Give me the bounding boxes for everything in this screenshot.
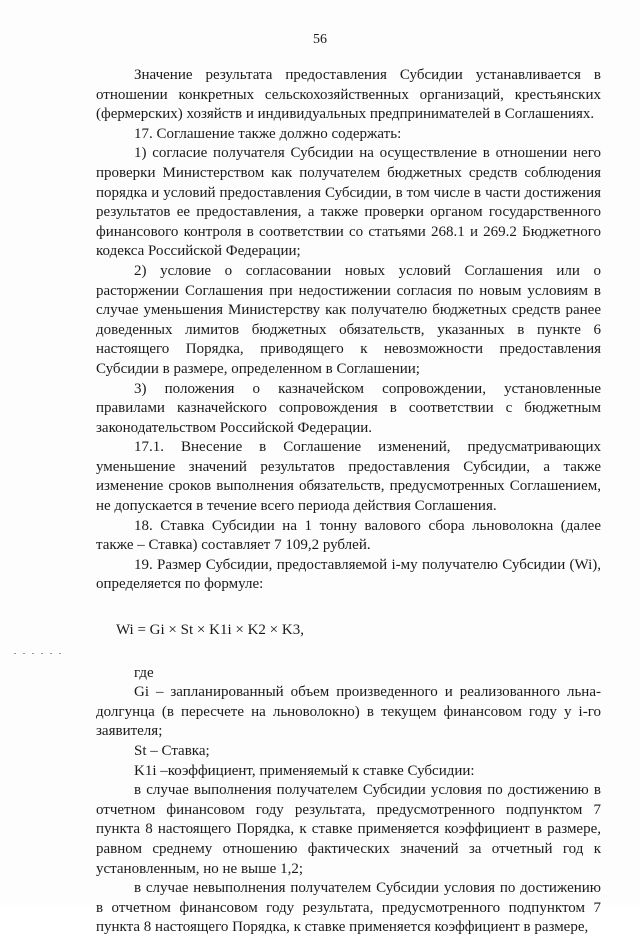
page-number: 56	[313, 32, 327, 47]
definition-k1i: K1i –коэффициент, применяемый к ставке Субсидии:	[134, 762, 475, 779]
definition-st: St – Ставка;	[134, 743, 210, 759]
definition-gi: Gi – запланированный объем произведенного и реализованного льна-долгунца (в пересчете на льноволокно) в текущем финансовом году у i-го заявителя;	[96, 684, 601, 740]
paragraph-17-item-1: 1) согласие получателя Субсидии на осуществление в отношении него проверки Министерством как получателем бюджетных средств соблюдения порядка и условий предоставления Субсидии, в том числе в части достижения результатов ее предоставления, а также проверки органом государственного финансового контроля в соответствии со статьями 268.1 и 269.2 Бюджетного кодекса Российской Федерации;	[96, 145, 601, 260]
paragraph-18: 18. Ставка Субсидии на 1 тонну валового сбора льноволокна (далее также – Ставка) составляет 7 109,2 рублей.	[96, 517, 601, 554]
paragraph-19: 19. Размер Субсидии, предоставляемой i-му получателю Субсидии (Wi), определяется по формуле:	[96, 556, 601, 593]
definition-k1i-not-fulfilled: в случае невыполнения получателем Субсидии условия по достижению в отчетном финансовом году результата, предусмотренного подпунктом 7 пункта 8 настоящего Порядка, к ставке применяется коэффициент в размере,	[96, 880, 601, 936]
formula: Wi = Gi × St × K1i × K2 × K3,	[116, 622, 304, 639]
paragraph-17-item-2: 2) условие о согласовании новых условий Соглашения или о расторжении Соглашения при недостижении согласия по новым условиям в случае уменьшения Министерству как получателю бюджетных средств ранее доведенных лимитов бюджетных обязательств, указанных в пункте 6 настоящего Порядка, приводящего к невозможности предоставления Субсидии в размере, определенном в Соглашении;	[96, 262, 601, 377]
scan-artifact-dots	[14, 650, 74, 658]
where-label: где	[134, 664, 154, 681]
definition-k1i-fulfilled: в случае выполнения получателем Субсидии условия по достижению в отчетном финансовом году результата, предусмотренного подпунктом 7 пункта 8 настоящего Порядка, к ставке применяется коэффициент в размере, равном среднему отношению фактических значений за отчетный год к установленным, но не выше 1,2;	[96, 782, 601, 877]
paragraph-17-item-3: 3) положения о казначейском сопровождении, установленные правилами казначейского сопровождения в соответствии с бюджетным законодательством Российской Федерации.	[96, 380, 601, 436]
document-body	[96, 66, 601, 938]
paragraph-17-1: 17.1. Внесение в Соглашение изменений, предусматривающих уменьшение значений результатов предоставления Субсидии, а также изменение сроков выполнения обязательств, предусмотренных Соглашением, не допускается в течение всего периода действия Соглашения.	[96, 439, 601, 515]
paragraph-17: 17. Соглашение также должно содержать:	[134, 125, 402, 142]
paragraph-result-value: Значение результата предоставления Субсидии устанавливается в отношении конкретных сельскохозяйственных организаций, крестьянских (фермерских) хозяйств и индивидуальных предпринимателей в Соглашениях.	[96, 67, 601, 123]
